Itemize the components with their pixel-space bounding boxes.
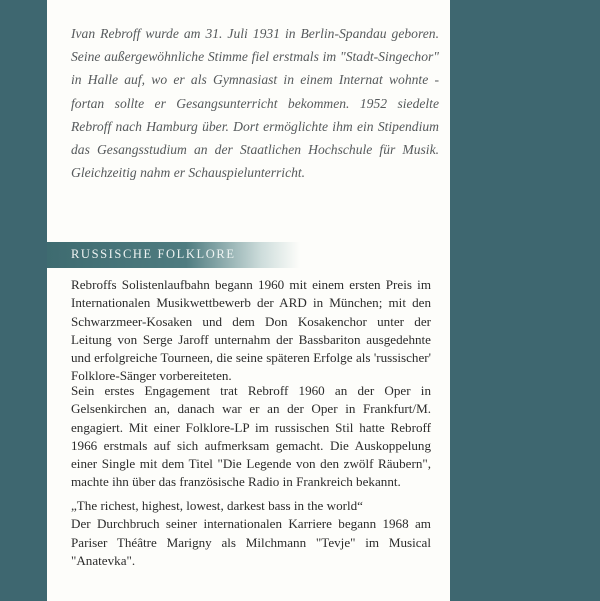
body-paragraph-2: Sein erstes Engagement trat Rebroff 1960 an der Oper in Gelsenkirchen an, danach war er an der Oper in Frankfurt/M. engagiert. Mit einer Folklore-LP im russischen Stil hatte Rebroff 1966 erstmals auf sich aufmerksam gemacht. Die Auskoppelung einer Single mit dem Titel "Die Legende von den zwölf Räubern", machte ihn über das französische Radio in Frankreich bekannt.	[71, 383, 431, 490]
body-paragraph-1: Rebroffs Solistenlaufbahn begann 1960 mit einem ersten Preis im Internationalen Musikwettbewerb der ARD in München; mit den Schwarzmeer-Kosaken und dem Don Kosakenchor unter der Leitung von Serge Jaroff unternahm der Bassbariton ausgedehnte und erfolgreiche Tourneen, die seine späteren Erfolge als 'russischer' Folklore-Sänger vorbereiteten.	[71, 277, 431, 384]
quote-line: „The richest, highest, lowest, darkest bass in the world“	[71, 498, 363, 513]
body-paragraph-3-text: Der Durchbruch seiner internationalen Karriere begann 1968 am Pariser Théâtre Marigny als Milchmann "Tevje" im Musical "Anatevka".	[71, 516, 431, 568]
body-paragraph-3	[71, 497, 431, 570]
intro-paragraph: Ivan Rebroff wurde am 31. Juli 1931 in Berlin-Spandau geboren. Seine außergewöhnliche Stimme fiel erstmals im "Stadt-Singechor" in Halle auf, wo er als Gymnasiast in einem Internat wohnte - fortan sollte er Gesangsunterricht bekommen. 1952 siedelte Rebroff nach Hamburg über. Dort ermöglichte ihm ein Stipendium das Gesangsstudium an der Staatlichen Hochschule für Musik. Gleichzeitig nahm er Schauspielunterricht.	[71, 26, 439, 181]
booklet-page	[47, 0, 450, 601]
section-header-band	[47, 242, 300, 268]
section-title: RUSSISCHE FOLKLORE	[71, 247, 236, 261]
